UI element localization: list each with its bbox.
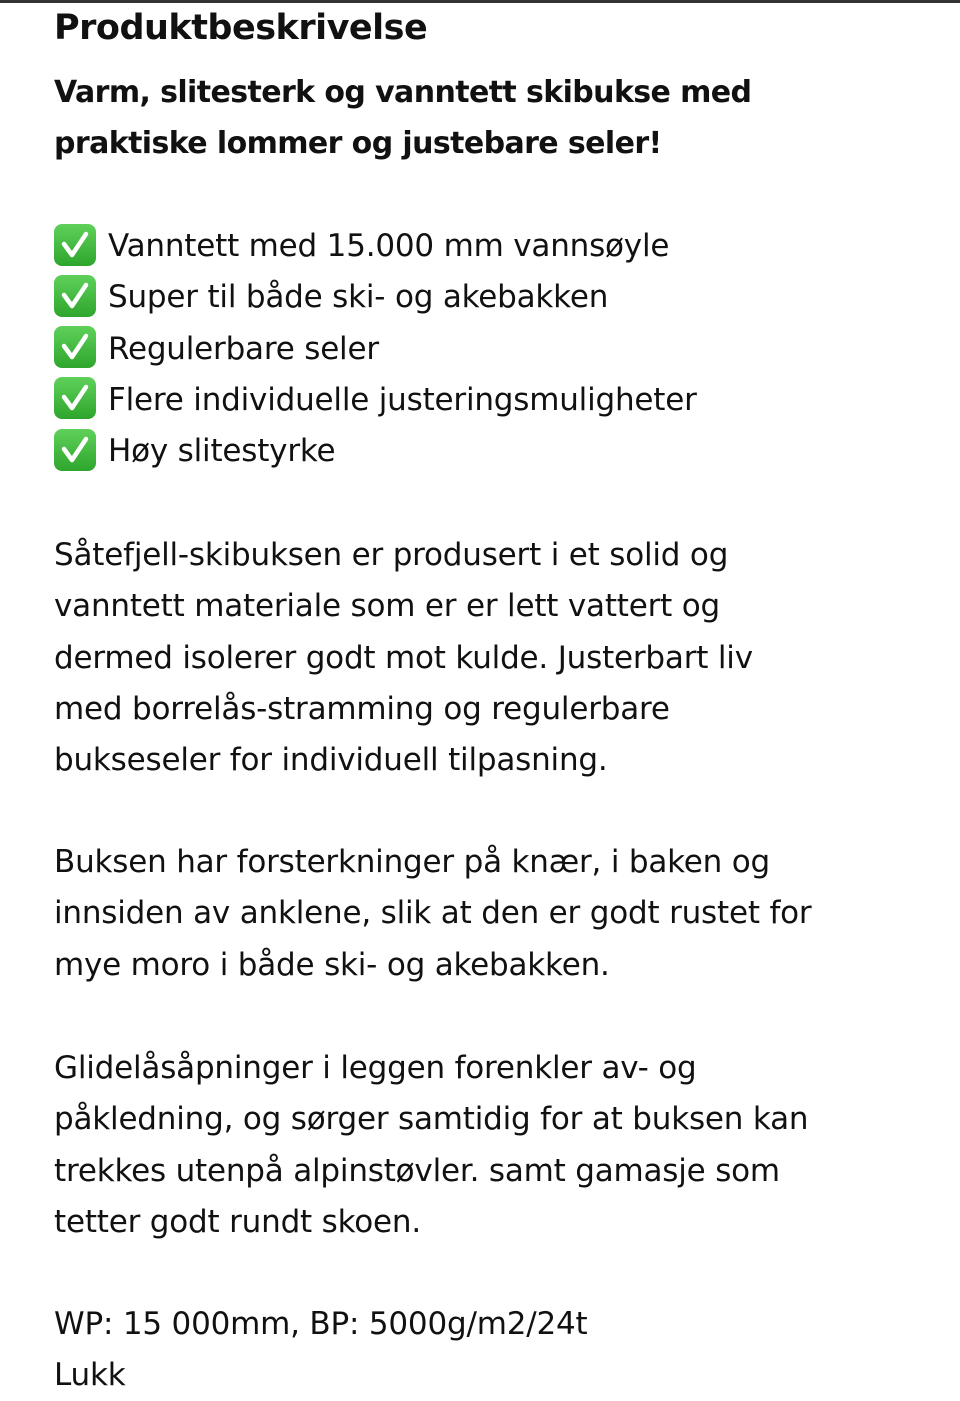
paragraph-line: dermed isolerer godt mot kulde. Justerbart liv: [54, 639, 753, 676]
check-mark-icon: [54, 377, 96, 419]
description-paragraph: [54, 530, 753, 786]
paragraph-line: trekkes utenpå alpinstøvler. samt gamasje som: [54, 1152, 780, 1189]
paragraph-line: påkledning, og sørger samtidig for at buksen kan: [54, 1101, 809, 1138]
feature-item: [54, 272, 697, 323]
feature-item: [54, 324, 697, 375]
check-mark-icon: [54, 275, 96, 317]
paragraph-line: innsiden av anklene, slik at den er godt rustet for: [54, 895, 812, 932]
paragraph-line: tetter godt rundt skoen.: [54, 1203, 422, 1240]
top-border: [0, 0, 960, 3]
close-link[interactable]: Lukk: [54, 1357, 126, 1393]
paragraph-line: bukseseler for individuell tilpasning.: [54, 742, 608, 779]
feature-item: [54, 221, 697, 272]
check-mark-icon: [54, 326, 96, 368]
paragraph-line: Glidelåsåpninger i leggen forenkler av- og: [54, 1050, 697, 1086]
section-heading: Produktbeskrivelse: [54, 8, 428, 48]
feature-text: Super til både ski- og akebakken: [108, 279, 609, 316]
feature-text: Høy slitestyrke: [108, 433, 336, 470]
check-mark-icon: [54, 429, 96, 471]
description-paragraph: [54, 837, 811, 991]
feature-text: Regulerbare seler: [108, 330, 379, 367]
paragraph-line: med borrelås-stramming og regulerbare: [54, 690, 670, 727]
check-mark-icon: [54, 224, 96, 266]
feature-item: [54, 426, 697, 477]
paragraph-line: WP: 15 000mm, BP: 5000g/m2/24t: [54, 1306, 588, 1342]
feature-text: Flere individuelle justeringsmuligheter: [108, 381, 697, 418]
subtitle-line: Varm, slitesterk og vanntett skibukse med: [54, 75, 752, 110]
paragraph-line: Såtefjell-skibuksen er produsert i et solid og: [54, 537, 729, 573]
paragraph-line: vanntett materiale som er er lett vattert og: [54, 588, 721, 625]
specs-paragraph: [54, 1299, 587, 1350]
paragraph-line: Buksen har forsterkninger på knær, i baken og: [54, 844, 771, 880]
feature-text: Vanntett med 15.000 mm vannsøyle: [108, 228, 670, 264]
product-subtitle: [54, 67, 751, 170]
feature-list: [54, 221, 697, 477]
paragraph-line: mye moro i både ski- og akebakken.: [54, 946, 610, 983]
subtitle-line: praktiske lommer og justebare seler!: [54, 126, 662, 162]
feature-item: [54, 375, 697, 426]
description-paragraph: [54, 1043, 808, 1248]
